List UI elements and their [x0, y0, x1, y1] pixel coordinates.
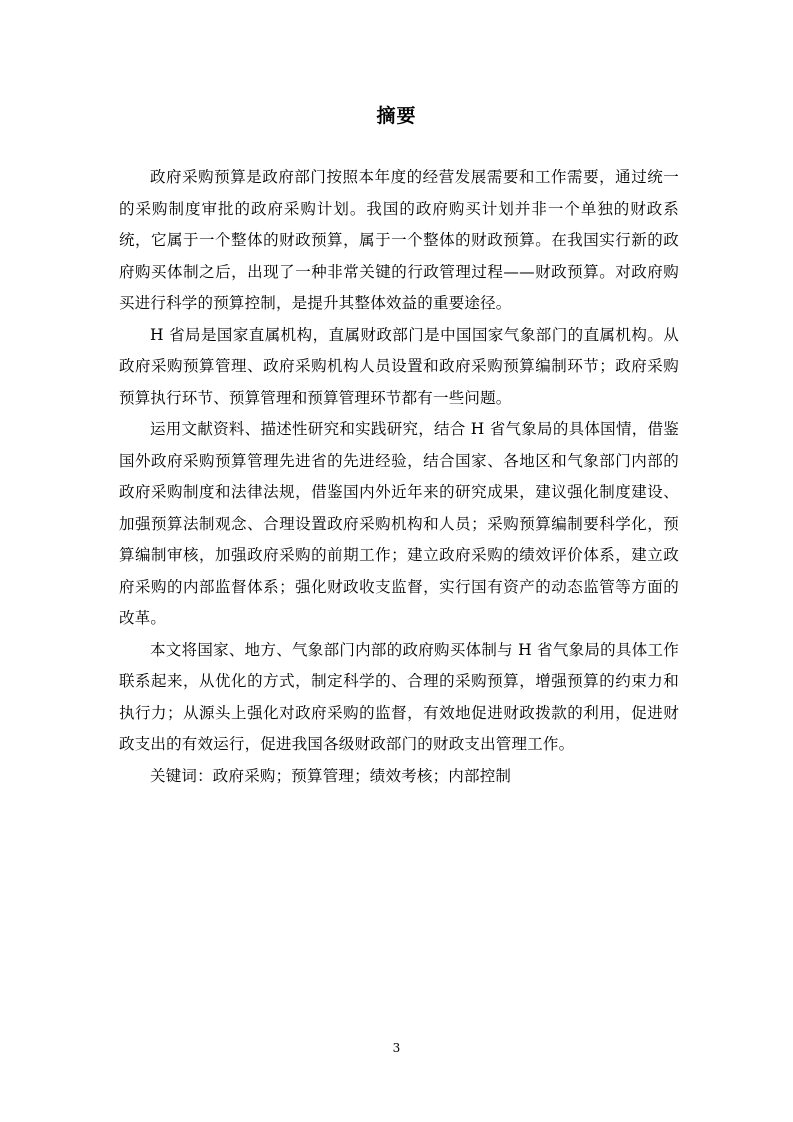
abstract-paragraph-4: 本文将国家、地方、气象部门内部的政府购买体制与 H 省气象局的具体工作联系起来，从优化的方式，制定科学的、合理的采购预算，增强预算的约束力和执行力；从源头上强化对政府采购的监督，有效地促进财政拨款的利用，促进财政支出的有效运行，促进我国各级财政部门的财政支出管理工作。 — [119, 640, 679, 753]
page-number: 3 — [392, 1041, 401, 1055]
abstract-paragraph-2: H 省局是国家直属机构，直属财政部门是中国国家气象部门的直属机构。从政府采购预算管理、政府采购机构人员设置和政府采购预算编制环节；政府采购预算执行环节、预算管理和预算管理环节都有一些问题。 — [119, 325, 679, 407]
abstract-title: 摘要 — [376, 105, 417, 127]
abstract-paragraph-1: 政府采购预算是政府部门按照本年度的经营发展需要和工作需要，通过统一的采购制度审批的政府采购计划。我国的政府购买计划并非一个单独的财政系统，它属于一个整体的财政预算，属于一个整体的财政预算。在我国实行新的政府购买体制之后，出现了一种非常关键的行政管理过程——财政预算。对政府购买进行科学的预算控制，是提升其整体效益的重要途径。 — [119, 168, 679, 312]
abstract-paragraph-3: 运用文献资料、描述性研究和实践研究，结合 H 省气象局的具体国情，借鉴国外政府采购预算管理先进省的先进经验，结合国家、各地区和气象部门内部的政府采购制度和法律法规，借鉴国内外近年来的研究成果，建议强化制度建设、加强预算法制观念、合理设置政府采购机构和人员；采购预算编制要科学化，预算编制审核，加强政府采购的前期工作；建立政府采购的绩效评价体系，建立政府采购的内部监督体系；强化财政收支监督，实行国有资产的动态监管等方面的改革。 — [119, 420, 679, 627]
abstract-body — [119, 162, 679, 792]
keywords-line: 关键词：政府采购；预算管理；绩效考核；内部控制 — [150, 766, 512, 785]
